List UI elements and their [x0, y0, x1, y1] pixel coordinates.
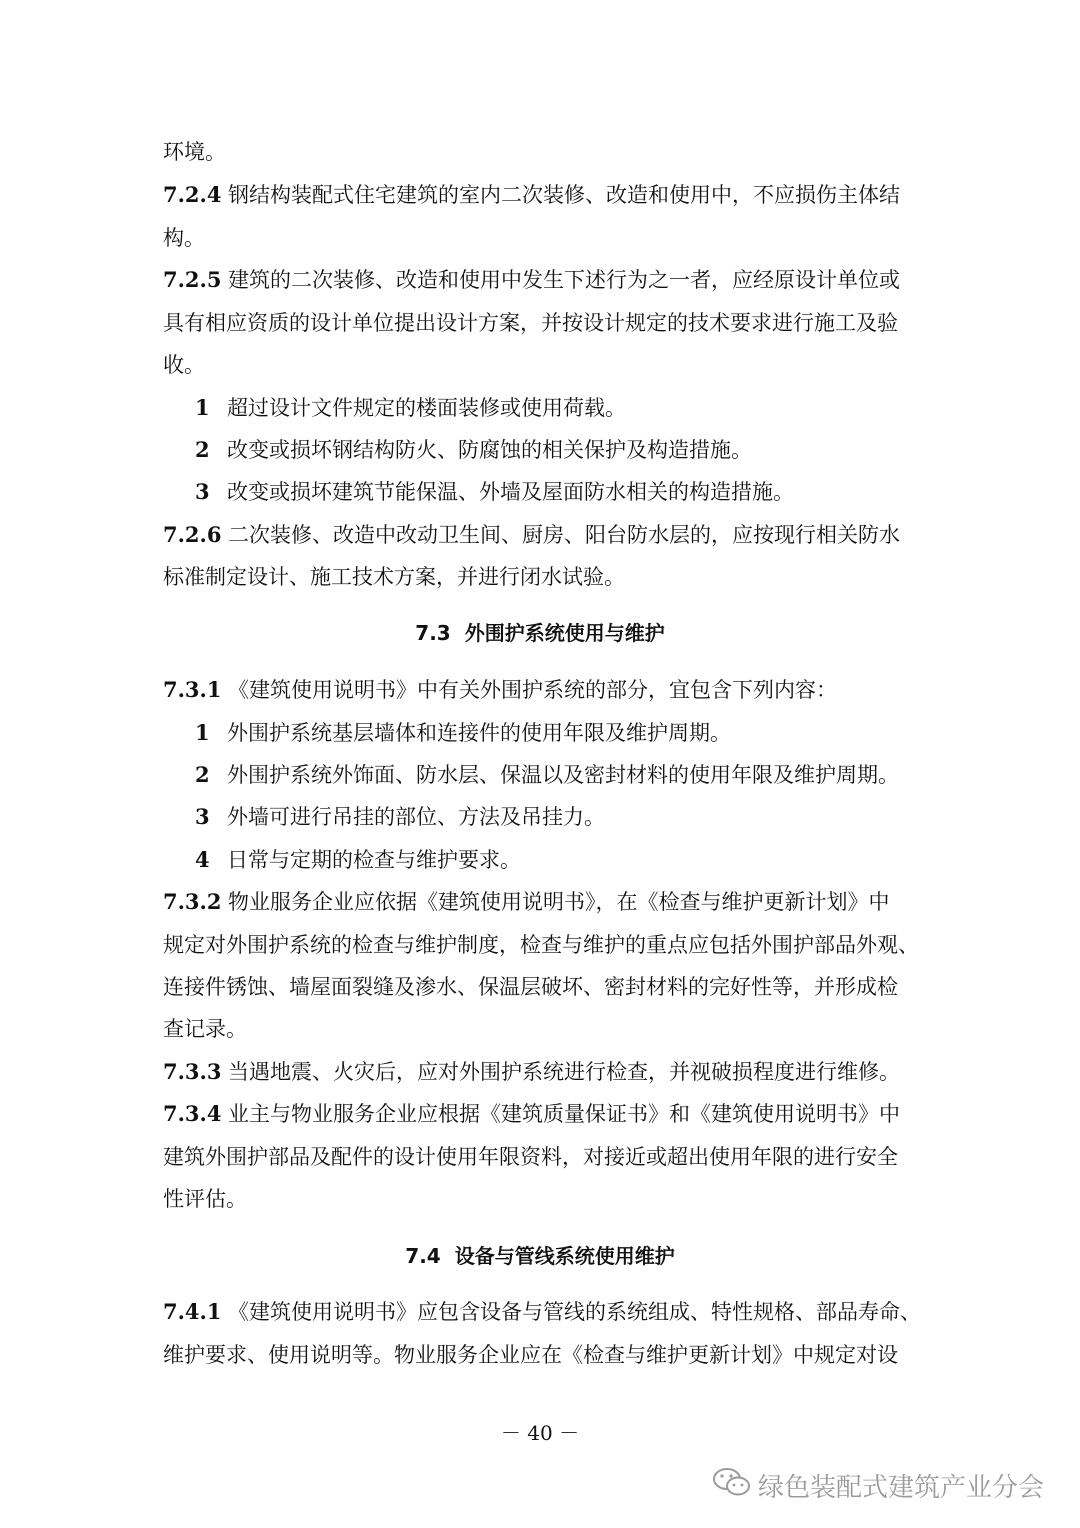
text-line: 环境。: [163, 140, 226, 164]
list-item: [195, 802, 955, 832]
clause-7-2-4: [163, 180, 923, 210]
clause-7-3-1: [163, 675, 923, 705]
clause-text: 二次装修、改造中改动卫生间、厨房、阳台防水层的，应按现行相关防水: [228, 523, 900, 547]
item-text: 日常与定期的检查与维护要求。: [227, 848, 521, 872]
list-item: [195, 845, 955, 875]
item-text: 外墙可进行吊挂的部位、方法及吊挂力。: [227, 805, 605, 829]
section-heading-7-3: [0, 618, 1080, 648]
clause-number: 7.2.6: [163, 522, 222, 547]
text-line: 构。: [163, 226, 205, 250]
section-heading-7-4: [0, 1241, 1080, 1271]
text-line: 性评估。: [163, 1187, 247, 1211]
section-title: 外围护系统使用与维护: [464, 621, 665, 645]
clause-text: 业主与物业服务企业应根据《建筑质量保证书》和《建筑使用说明书》中: [228, 1102, 900, 1126]
item-number: 4: [195, 847, 210, 872]
list-item: [195, 435, 955, 465]
watermark: [712, 1465, 1044, 1505]
list-item: [195, 393, 955, 423]
item-text: 改变或损坏钢结构防火、防腐蚀的相关保护及构造措施。: [227, 438, 752, 462]
clause-number: 7.3.1: [163, 677, 222, 702]
item-text: 外围护系统外饰面、防水层、保温以及密封材料的使用年限及维护周期。: [227, 763, 899, 787]
list-item: [195, 760, 955, 790]
wechat-icon: [712, 1466, 758, 1505]
clause-number: 7.3.4: [163, 1101, 222, 1126]
list-item: [195, 718, 955, 748]
clause-number: 7.3.3: [163, 1059, 222, 1084]
item-number: 1: [195, 395, 210, 420]
clause-text: 《建筑使用说明书》中有关外围护系统的部分，宜包含下列内容：: [228, 678, 837, 702]
clause-7-3-3: [163, 1057, 923, 1087]
clause-number: 7.2.5: [163, 267, 222, 292]
text-line: 具有相应资质的设计单位提出设计方案，并按设计规定的技术要求进行施工及验: [163, 311, 898, 335]
page-number: － 40 －: [500, 1421, 580, 1445]
item-text: 外围护系统基层墙体和连接件的使用年限及维护周期。: [227, 721, 731, 745]
clause-text: 《建筑使用说明书》应包含设备与管线的系统组成、特性规格、部品寿命、: [228, 1300, 921, 1324]
item-text: 超过设计文件规定的楼面装修或使用荷载。: [227, 396, 626, 420]
text-line: 标准制定设计、施工技术方案，并进行闭水试验。: [163, 565, 625, 589]
clause-number: 7.4.1: [163, 1299, 222, 1324]
clause-7-2-5: [163, 265, 923, 295]
text-line: 收。: [163, 353, 205, 377]
text-line: 连接件锈蚀、墙屋面裂缝及渗水、保温层破坏、密封材料的完好性等，并形成检: [163, 975, 898, 999]
item-number: 3: [195, 804, 210, 829]
clause-text: 建筑的二次装修、改造和使用中发生下述行为之一者，应经原设计单位或: [228, 268, 900, 292]
item-number: 1: [195, 720, 210, 745]
section-title: 设备与管线系统使用维护: [454, 1244, 675, 1268]
section-number: 7.4: [405, 1244, 441, 1268]
clause-text: 钢结构装配式住宅建筑的室内二次装修、改造和使用中，不应损伤主体结: [228, 183, 900, 207]
clause-text: 物业服务企业应依据《建筑使用说明书》，在《检查与维护更新计划》中: [228, 890, 890, 914]
clause-7-3-4: [163, 1099, 923, 1129]
watermark-text: 绿色装配式建筑产业分会: [758, 1472, 1045, 1503]
clause-number: 7.3.2: [163, 889, 222, 914]
section-number: 7.3: [415, 621, 451, 645]
clause-7-2-6: [163, 520, 923, 550]
item-number: 2: [195, 437, 210, 462]
item-number: 3: [195, 479, 210, 504]
item-text: 改变或损坏建筑节能保温、外墙及屋面防水相关的构造措施。: [227, 480, 794, 504]
text-line: 规定对外围护系统的检查与维护制度，检查与维护的重点应包括外围护部品外观、: [163, 933, 919, 957]
text-line: 建筑外围护部品及配件的设计使用年限资料，对接近或超出使用年限的进行安全: [163, 1145, 898, 1169]
text-line: 查记录。: [163, 1017, 247, 1041]
clause-text: 当遇地震、火灾后，应对外围护系统进行检查，并视破损程度进行维修。: [228, 1060, 900, 1084]
clause-number: 7.2.4: [163, 182, 222, 207]
list-item: [195, 477, 955, 507]
clause-7-4-1: [163, 1297, 923, 1327]
item-number: 2: [195, 762, 210, 787]
clause-7-3-2: [163, 887, 923, 917]
text-line: 维护要求、使用说明等。物业服务企业应在《检查与维护更新计划》中规定对设: [163, 1343, 898, 1367]
